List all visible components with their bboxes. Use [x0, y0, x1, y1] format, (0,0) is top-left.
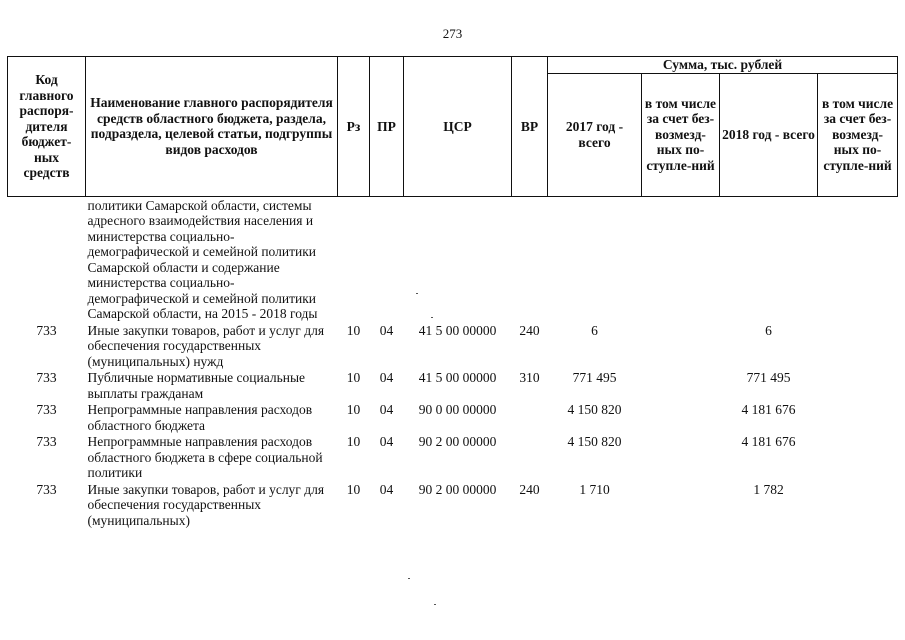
- table-row: [8, 369, 898, 401]
- cell-rz: 10: [346, 434, 361, 449]
- cell-vr: 240: [519, 481, 540, 497]
- cell-2017-free: [642, 433, 720, 481]
- header-rz: Рз: [338, 57, 370, 197]
- header-csr: ЦСР: [404, 57, 512, 197]
- cell-2018-total: 4 181 676: [741, 402, 796, 417]
- cell-rz: 10: [346, 322, 361, 338]
- scan-speck: [408, 578, 410, 579]
- header-vr: ВР: [512, 57, 548, 197]
- table-row: [8, 322, 898, 370]
- table-row: [8, 401, 898, 433]
- cell-code: 733: [36, 370, 57, 385]
- scan-speck: [416, 293, 418, 294]
- continuation-text: политики Самарской области, системы адресного взаимодействия населения и министерства социально-демографической и семейной политики Самарской области и содержание министерства социально-демографической и семейной политики Самарской области, на 2015 - 2018 годы: [87, 197, 318, 321]
- cell-2018-free: [818, 322, 898, 370]
- cell-2017-free: [642, 322, 720, 370]
- cell-name: Публичные нормативные социальные выплаты гражданам: [87, 370, 306, 401]
- cell-rz: 10: [346, 481, 361, 497]
- cell-vr: 240: [519, 322, 540, 338]
- cell-code: 733: [36, 434, 57, 449]
- cell-pr: 04: [379, 322, 394, 338]
- cell-2017-total: 6: [591, 322, 598, 338]
- cell-vr: [512, 433, 548, 481]
- cell-vr: [512, 401, 548, 433]
- header-code: Код главного распоря-дителя бюджет-ных средств: [8, 57, 86, 197]
- cell-name: Непрограммные направления расходов областного бюджета в сфере социальной политики: [87, 434, 323, 480]
- cell-pr: 04: [379, 402, 394, 417]
- header-2018-free: в том числе за счет без-возмезд-ных по-ступле-ний: [818, 73, 898, 196]
- cell-name: Иные закупки товаров, работ и услуг для обеспечения государственных (муниципальных) нужд: [87, 322, 325, 369]
- cell-2018-free: [818, 433, 898, 481]
- cell-code: 733: [36, 322, 57, 338]
- table-row: [8, 481, 898, 529]
- header-pr: ПР: [370, 57, 404, 197]
- table-row: [8, 433, 898, 481]
- cell-2018-free: [818, 481, 898, 529]
- cell-2018-free: [818, 369, 898, 401]
- cell-code: 733: [36, 402, 57, 417]
- cell-2018-free: [818, 401, 898, 433]
- cell-pr: 04: [379, 481, 394, 497]
- cell-2017-free: [642, 369, 720, 401]
- cell-2018-total: 1 782: [753, 481, 784, 497]
- header-name: Наименование главного распорядителя средств областного бюджета, раздела, подраздела, целевой статьи, подгруппы видов расходов: [86, 57, 338, 197]
- cell-2017-free: [642, 481, 720, 529]
- page-number: 273: [442, 26, 463, 41]
- cell-2017-free: [642, 401, 720, 433]
- scan-speck: [434, 604, 436, 605]
- cell-csr: 90 0 00 00000: [418, 402, 497, 417]
- header-2017-free: в том числе за счет без-возмезд-ных по-ступле-ний: [642, 73, 720, 196]
- cell-csr: 41 5 00 00000: [418, 322, 497, 338]
- cell-2018-total: 771 495: [746, 370, 791, 385]
- cell-rz: 10: [346, 370, 361, 385]
- cell-2018-total: 4 181 676: [741, 434, 796, 449]
- cell-2017-total: 1 710: [579, 481, 610, 497]
- cell-2017-total: 771 495: [572, 370, 617, 385]
- cell-pr: 04: [379, 370, 394, 385]
- cell-2018-total: 6: [765, 322, 772, 338]
- cell-rz: 10: [346, 402, 361, 417]
- cell-2017-total: 4 150 820: [567, 434, 622, 449]
- cell-vr: 310: [519, 370, 540, 385]
- header-sum: Сумма, тыс. рублей: [548, 57, 898, 74]
- table-row: [8, 196, 898, 322]
- cell-csr: 41 5 00 00000: [418, 370, 497, 385]
- header-2017-total: 2017 год - всего: [548, 73, 642, 196]
- cell-pr: 04: [379, 434, 394, 449]
- cell-code: 733: [36, 481, 57, 497]
- budget-table: [7, 56, 898, 528]
- cell-name: Иные закупки товаров, работ и услуг для обеспечения государственных (муниципальных): [87, 481, 325, 528]
- cell-csr: 90 2 00 00000: [418, 434, 497, 449]
- cell-csr: 90 2 00 00000: [418, 481, 497, 497]
- scan-speck: [431, 317, 433, 318]
- cell-2017-total: 4 150 820: [567, 402, 622, 417]
- cell-name: Непрограммные направления расходов областного бюджета: [87, 402, 313, 433]
- header-2018-total: 2018 год - всего: [720, 73, 818, 196]
